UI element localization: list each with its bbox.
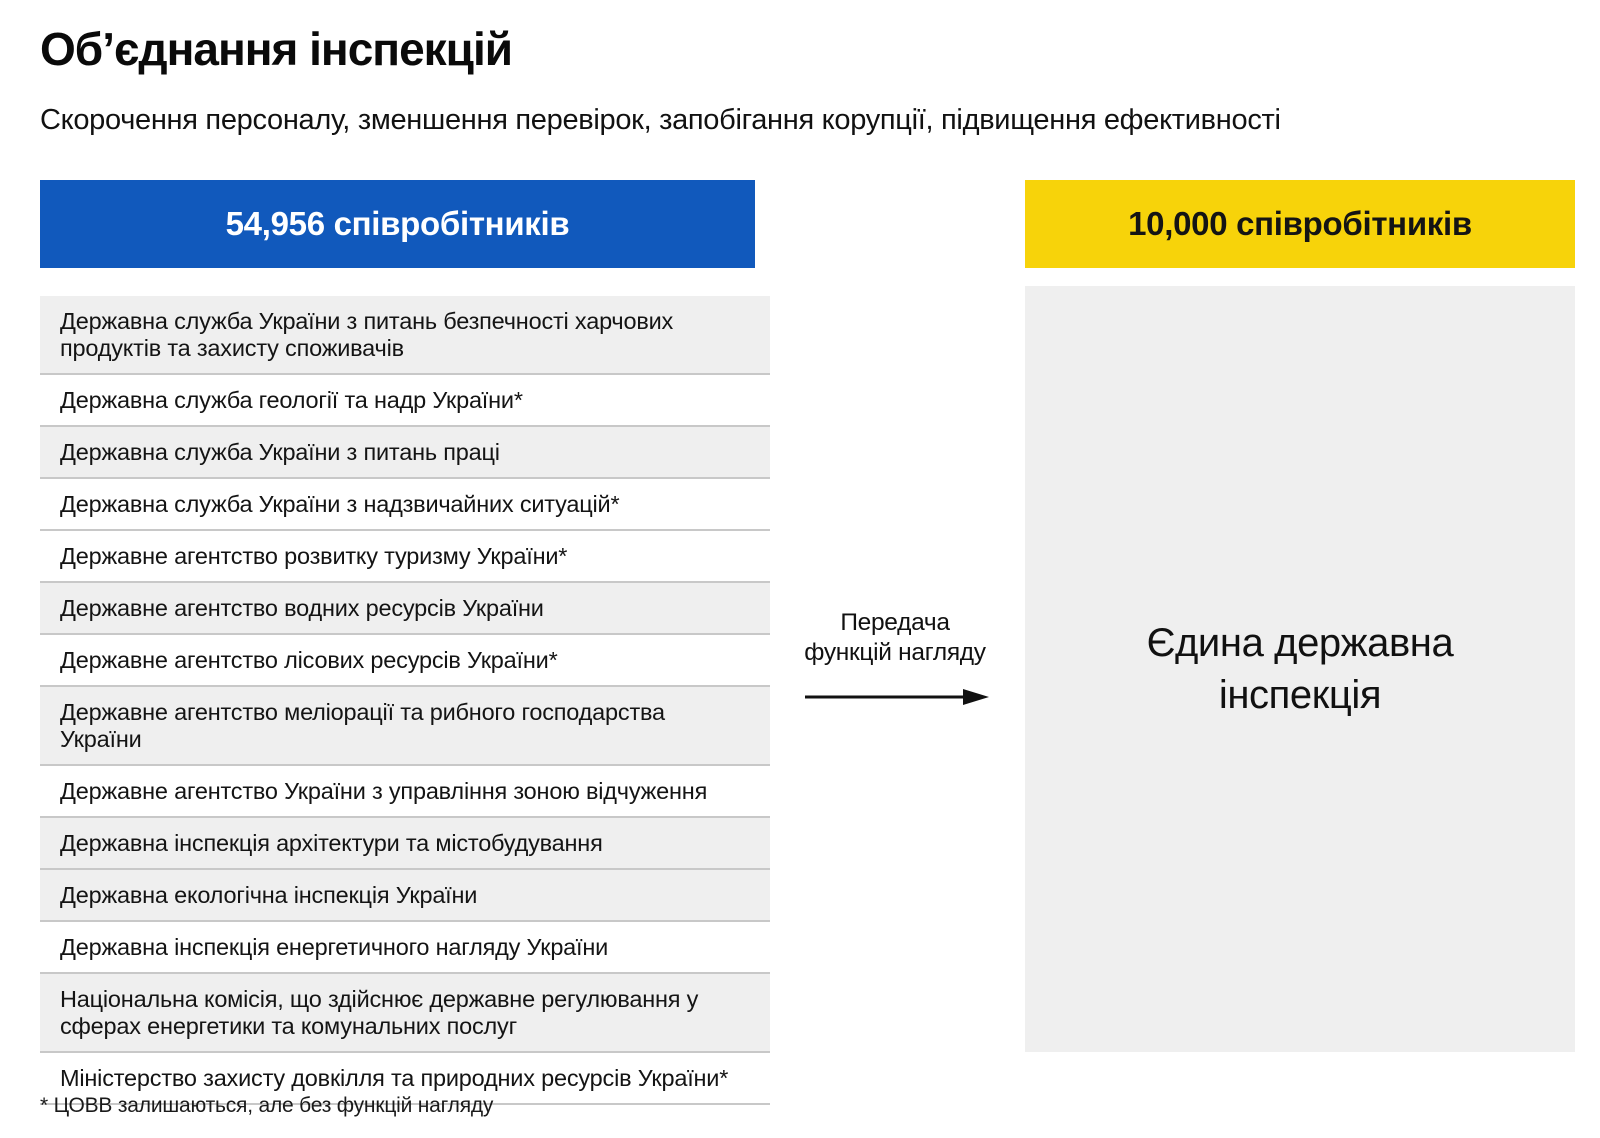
- agency-row: [40, 635, 770, 687]
- right-arrow-icon: [799, 686, 991, 708]
- agency-name: Державна інспекція архітектури та містобудування: [60, 829, 603, 856]
- transfer-label: Передача функцій нагляду: [804, 609, 986, 666]
- agency-name: Державне агентство лісових ресурсів України*: [60, 646, 558, 673]
- agency-name: Державне агентство України з управління зоною відчуження: [60, 777, 708, 804]
- after-count-banner: [1025, 180, 1575, 268]
- agency-row: [40, 479, 770, 531]
- agency-row: [40, 687, 770, 766]
- agency-row: [40, 922, 770, 974]
- agency-name: Державна служба України з питань праці: [60, 438, 500, 465]
- agency-name: Державне агентство меліорації та рибного господарства України: [60, 698, 665, 752]
- agency-name: Державна служба України з питань безпечності харчових продуктів та захисту споживачів: [60, 307, 674, 361]
- agency-name: Державне агентство водних ресурсів України: [60, 594, 544, 621]
- agency-list: [40, 296, 770, 1105]
- agency-name: Державна інспекція енергетичного нагляду України: [60, 933, 609, 960]
- result-label: Єдина державна інспекція: [1146, 621, 1454, 717]
- agency-name: Державне агентство розвитку туризму України*: [60, 542, 568, 569]
- agency-row: [40, 870, 770, 922]
- transfer-arrow-wrap: [785, 686, 1005, 708]
- agency-row: [40, 583, 770, 635]
- before-count-banner: [40, 180, 755, 268]
- page-subtitle: Скорочення персоналу, зменшення перевірок, запобігання корупції, підвищення ефективності: [40, 104, 1281, 136]
- page-title: Об’єднання інспекцій: [40, 23, 513, 75]
- agency-name: Державна екологічна інспекція України: [60, 881, 478, 908]
- agency-name: Національна комісія, що здійснює державне регулювання у сферах енергетики та комунальних послуг: [60, 985, 699, 1039]
- agency-row: [40, 766, 770, 818]
- result-box: [1025, 286, 1575, 1052]
- agency-row: [40, 296, 770, 375]
- agency-name: Державна служба геології та надр України*: [60, 386, 523, 413]
- footnote: * ЦОВВ залишаються, але без функцій нагляду: [40, 1094, 494, 1117]
- after-count-label: 10,000 співробітників: [1128, 205, 1472, 242]
- agency-name: Міністерство захисту довкілля та природних ресурсів України*: [60, 1064, 729, 1091]
- agency-row: [40, 375, 770, 427]
- agency-row: [40, 818, 770, 870]
- before-count-label: 54,956 співробітників: [225, 205, 570, 242]
- agency-row: [40, 427, 770, 479]
- transfer-section: [785, 608, 1005, 708]
- agency-row: [40, 974, 770, 1053]
- agency-row: [40, 531, 770, 583]
- agency-name: Державна служба України з надзвичайних ситуацій*: [60, 490, 620, 517]
